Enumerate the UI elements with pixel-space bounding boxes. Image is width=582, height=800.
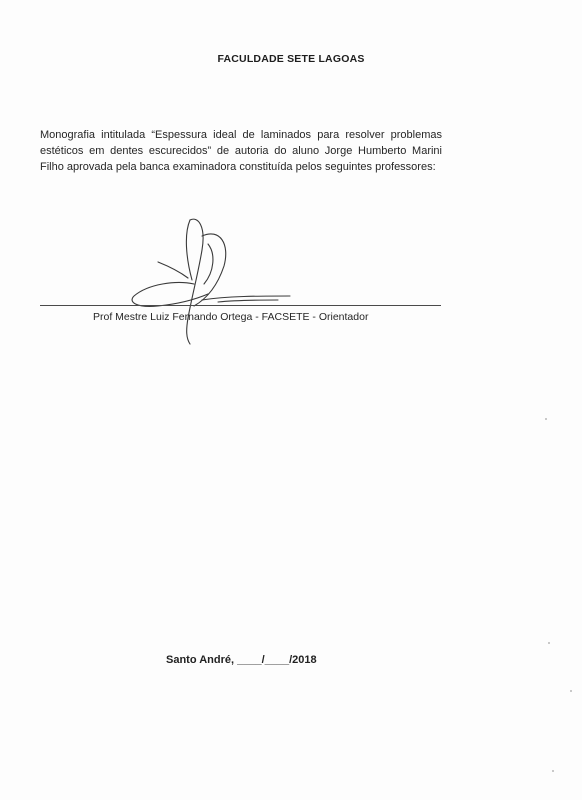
scan-speck: [552, 770, 554, 772]
scan-speck: [545, 418, 547, 420]
scan-speck: [548, 642, 550, 644]
scan-speck: [570, 690, 572, 692]
institution-title: FACULDADE SETE LAGOAS: [217, 53, 365, 65]
signature-line: [40, 305, 441, 306]
place-and-date: Santo André, ____/____/2018: [166, 654, 317, 666]
handwritten-signature: [128, 214, 298, 346]
approval-statement: Monografia intitulada “Espessura ideal de laminados para resolver problemas estéticos em dentes escurecidos” de autoria do aluno Jorge Humberto Marini Filho aprovada pela banca examinadora constituída pelos seguintes professores:: [40, 129, 442, 173]
signer-name: Prof Mestre Luiz Fernando Ortega - FACSETE - Orientador: [93, 311, 369, 323]
